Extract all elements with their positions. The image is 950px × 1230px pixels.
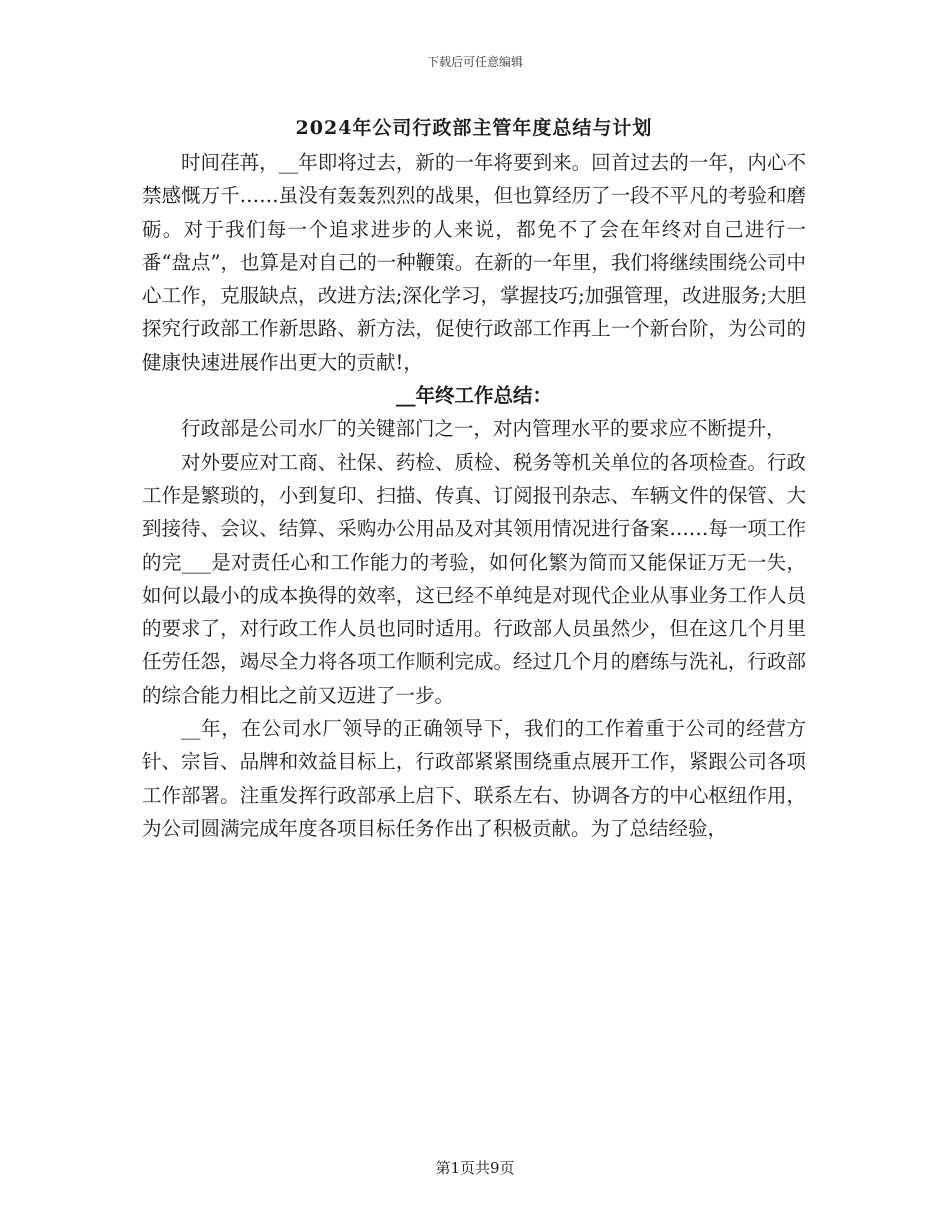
section-heading: __年终工作总结： xyxy=(395,384,552,408)
paragraph-summary: __年，在公司水厂领导的正确领导下，我们的工作着重于公司的经营方针、宗旨、品牌和效益目标上，行政部紧紧围绕重点展开工作，紧跟公司各项工作部署。注重发挥行政部承上启下、联系左右、协调各方的中心枢纽作用，为公司圆满完成年度各项目标任务作出了积极贡献。为了总结经验， xyxy=(142,717,806,840)
document-title: 2024年公司行政部主管年度总结与计划 xyxy=(295,117,653,139)
paragraph-duties: 对外要应对工商、社保、药检、质检、税务等机关单位的各项检查。行政工作是繁琐的，小到复印、扫描、传真、订阅报刊杂志、车辆文件的保管、大到接待、会议、结算、采购办公用品及对其领用情况进行备案……每一项工作的完___是对责任心和工作能力的考验，如何化繁为简而又能保证万无一失，如何以最小的成本换得的效率，这已经不单纯是对现代企业从事业务工作人员的要求了，对行政工作人员也同时适用。行政部人员虽然少，但在这几个月里任劳任怨，竭尽全力将各项工作顺利完成。经过几个月的磨练与洗礼，行政部的综合能力相比之前又迈进了一步。 xyxy=(142,450,806,707)
paragraph-intro: 时间荏苒，__年即将过去，新的一年将要到来。回首过去的一年，内心不禁感慨万千……虽没有轰轰烈烈的战果，但也算经历了一段不平凡的考验和磨砺。对于我们每一个追求进步的人来说，都免不了会在年终对自己进行一番“盘点”，也算是对自己的一种鞭策。在新的一年里，我们将继续围绕公司中心工作，克服缺点，改进方法;深化学习，掌握技巧;加强管理，改进服务;大胆探究行政部工作新思路、新方法，促使行政部工作再上一个新台阶，为公司的健康快速进展作出更大的贡献!， xyxy=(142,151,806,374)
document-body xyxy=(142,110,806,845)
paragraph-role: 行政部是公司水厂的关键部门之一，对内管理水平的要求应不断提升， xyxy=(181,417,786,441)
header-note: 下载后可任意编辑 xyxy=(426,55,523,69)
page-number: 第1页共9页 xyxy=(435,1159,515,1177)
